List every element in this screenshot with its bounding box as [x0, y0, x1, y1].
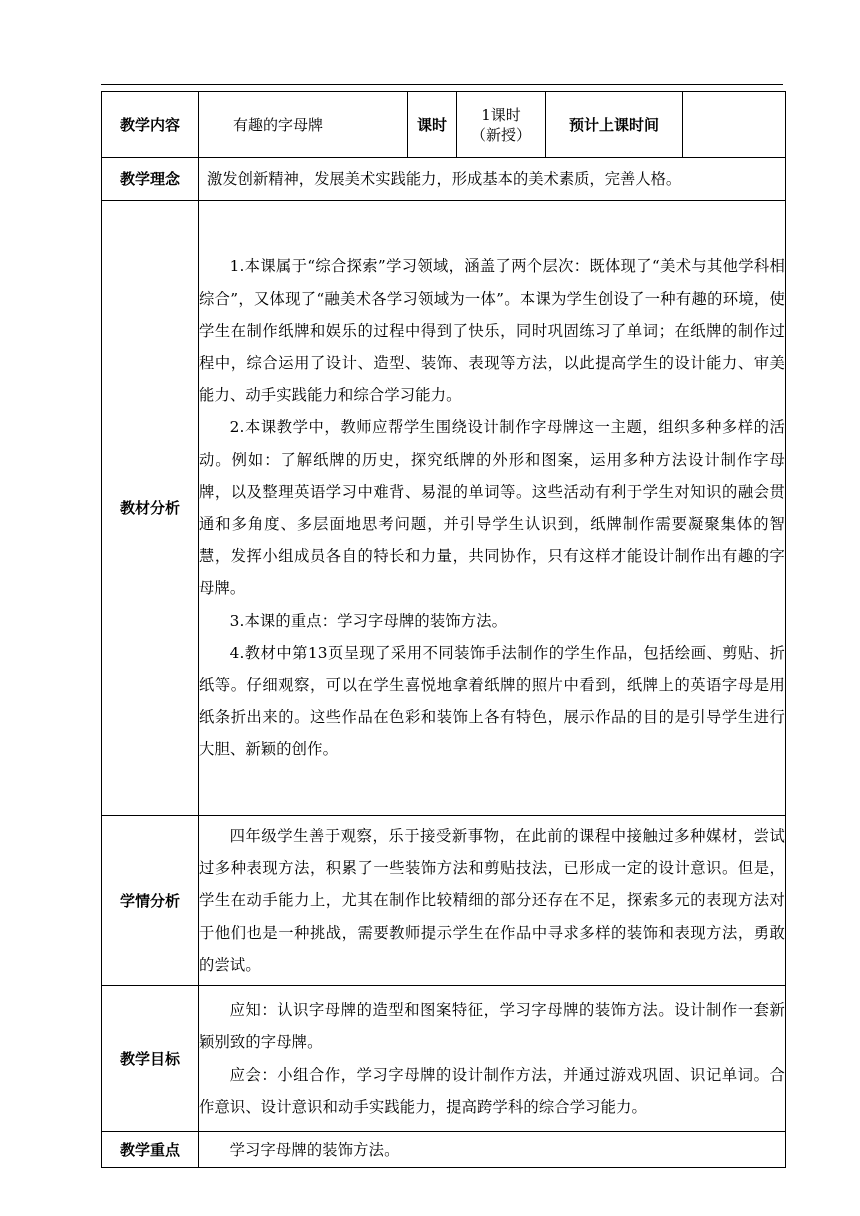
planned-time-value	[683, 92, 786, 158]
period-label: 课时	[408, 92, 457, 158]
row-key-point	[102, 1132, 786, 1168]
row-objectives	[102, 986, 786, 1132]
objectives-paragraph-1: 应知：认识字母牌的造型和图案特征，学习字母牌的装饰方法。设计制作一套新颖别致的字母牌。	[199, 1001, 785, 1052]
key-point-label: 教学重点	[102, 1132, 199, 1168]
row-material	[102, 201, 786, 816]
material-paragraph-2: 2.本课教学中，教师应帮学生围绕设计制作字母牌这一主题，组织多种多样的活动。例如：了解纸牌的历史，探究纸牌的外形和图案，运用多种方法设计制作字母牌，以及整理英语学习中难背、易混的单词等。这些活动有利于学生对知识的融会贯通和多角度、多层面地思考问题，并引导学生认识到，纸牌制作需要凝聚集体的智慧，发挥小组成员各自的特长和力量，共同协作，只有这样才能设计制作出有趣的字母牌。	[199, 418, 785, 598]
concept-label: 教学理念	[102, 158, 199, 201]
row-concept	[102, 158, 786, 201]
material-text	[199, 201, 786, 816]
objectives-paragraph-2: 应会：小组合作，学习字母牌的设计制作方法，并通过游戏巩固、识记单词。合作意识、设计意识和动手实践能力，提高跨学科的综合学习能力。	[199, 1065, 785, 1116]
row-learner	[102, 816, 786, 986]
learner-label: 学情分析	[102, 816, 199, 986]
learner-text	[199, 816, 786, 986]
material-paragraph-4: 4.教材中第13页呈现了采用不同装饰手法制作的学生作品，包括绘画、剪贴、折纸等。仔细观察，可以在学生喜悦地拿着纸牌的照片中看到，纸牌上的英语字母是用纸条折出来的。这些作品在色彩和装饰上各有特色，展示作品的目的是引导学生进行大胆、新颖的创作。	[199, 643, 785, 759]
period-value-line1: 1课时	[481, 105, 521, 124]
lesson-title: 有趣的字母牌	[199, 92, 408, 158]
lesson-plan-table	[101, 91, 786, 1168]
key-point-text	[199, 1132, 786, 1168]
material-paragraph-1: 1.本课属于“综合探索”学习领域，涵盖了两个层次：既体现了“美术与其他学科相综合”，又体现了“融美术各学习领域为一体”。本课为学生创设了一种有趣的环境，使学生在制作纸牌和娱乐的过程中得到了快乐，同时巩固练习了单词；在纸牌的制作过程中，综合运用了设计、造型、装饰、表现等方法，以此提高学生的设计能力、审美能力、动手实践能力和综合学习能力。	[199, 257, 785, 405]
planned-time-label: 预计上课时间	[546, 92, 683, 158]
concept-sentence: 激发创新精神，发展美术实践能力，形成基本的美术素质，完善人格。	[207, 170, 682, 188]
objectives-label: 教学目标	[102, 986, 199, 1132]
learner-paragraph: 四年级学生善于观察，乐于接受新事物，在此前的课程中接触过多种媒材，尝试过多种表现方法，积累了一些装饰方法和剪贴技法，已形成一定的设计意识。但是，学生在动手能力上，尤其在制作比较精细的部分还存在不足，探索多元的表现方法对于他们也是一种挑战，需要教师提示学生在作品中寻求多样的装饰和表现方法，勇敢的尝试。	[199, 826, 785, 974]
material-label: 教材分析	[102, 201, 199, 816]
objectives-text	[199, 986, 786, 1132]
content-label: 教学内容	[102, 92, 199, 158]
header-rule	[101, 84, 783, 85]
period-value-line2: （新授）	[470, 125, 531, 144]
period-value	[457, 92, 546, 158]
row-content	[102, 92, 786, 158]
concept-text	[199, 158, 786, 201]
key-point-sentence: 学习字母牌的装饰方法。	[229, 1140, 400, 1159]
material-paragraph-3: 3.本课的重点：学习字母牌的装饰方法。	[229, 611, 508, 630]
